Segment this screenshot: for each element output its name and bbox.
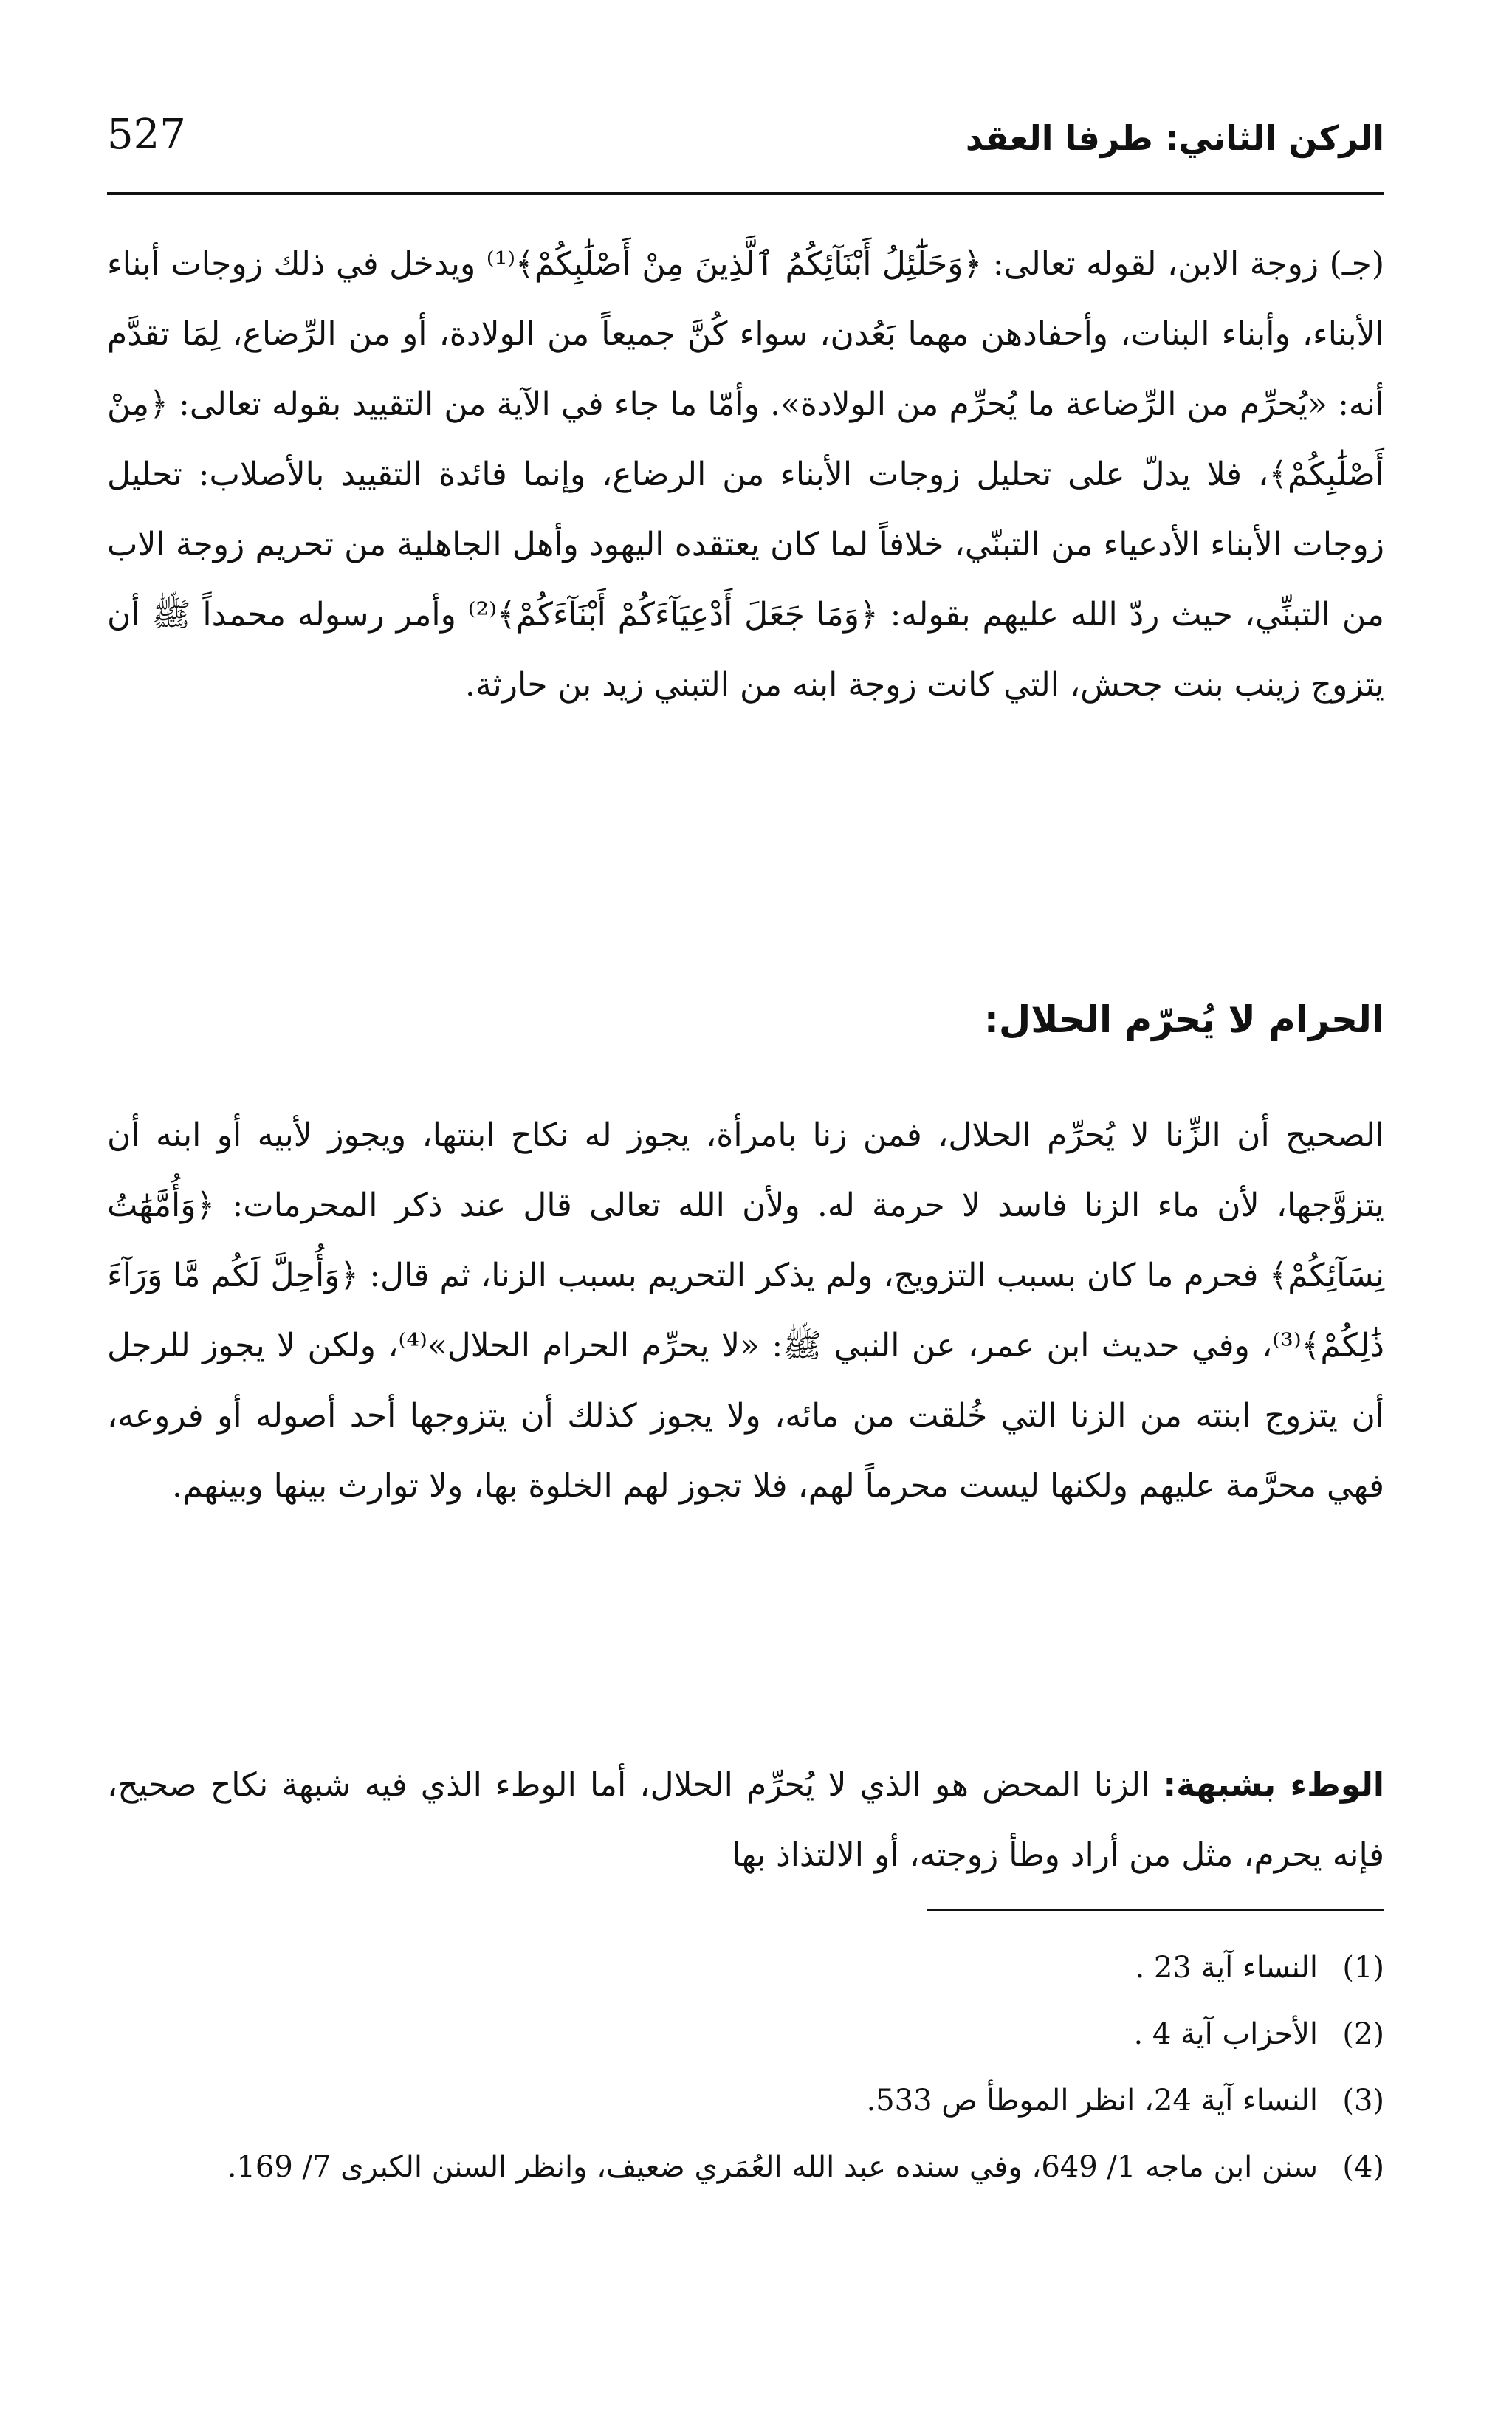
shubha-paragraph (107, 1750, 1384, 1890)
section-c-block (107, 229, 1384, 720)
footnote (107, 2001, 1384, 2067)
section-heading: الحرام لا يُحرّم الحلال: (983, 998, 1384, 1041)
footnotes (107, 1934, 1384, 2200)
footnote-text: سنن ابن ماجه 1/ 649، وفي سنده عبد الله العُمَري ضعيف، وانظر السنن الكبرى 7/ 169. (227, 2150, 1318, 2184)
footnote-number: (1) (1342, 1951, 1384, 1985)
footnote-text: النساء آية 24، انظر الموطأ ص 533. (866, 2084, 1318, 2118)
running-head: الركن الثاني: طرفا العقد (965, 118, 1384, 158)
footnote (107, 2134, 1384, 2200)
shubha-block (107, 1750, 1384, 1890)
footnote-number: (2) (1342, 2017, 1384, 2051)
footnote (107, 1934, 1384, 2001)
shubha-text: الزنا المحض هو الذي لا يُحرِّم الحلال، أما الوطء الذي فيه شبهة نكاح صحيح، فإنه يحرم، مثل من أراد وطأ زوجته، أو الالتذاذ بها (107, 1766, 1384, 1874)
haram-block (107, 1100, 1384, 1521)
page-header (107, 111, 1384, 195)
footnote-number: (4) (1342, 2150, 1384, 2184)
footnote (107, 2067, 1384, 2134)
footnote-divider (927, 1909, 1384, 1911)
shubha-lead: الوطء بشبهة: (1163, 1766, 1385, 1804)
page-number: 527 (107, 111, 186, 159)
footnote-text: الأحزاب آية 4 . (1133, 2017, 1318, 2051)
footnote-number: (3) (1342, 2084, 1384, 2118)
footnote-text: النساء آية 23 . (1135, 1951, 1318, 1985)
haram-paragraph: الصحيح أن الزِّنا لا يُحرِّم الحلال، فمن زنا بامرأة، يجوز له نكاح ابنتها، ويجوز لأبيه أو ابنه أن يتزوَّجها، لأن ماء الزنا فاسد لا حرمة له. ولأن الله تعالى قال عند ذكر المحرمات: ﴿وَأُمَّهَٰتُ نِسَآئِكُمْ﴾ فحرم ما كان بسبب التزويج، ولم يذكر التحريم بسبب الزنا، ثم قال: ﴿وَأُحِلَّ لَكُم مَّا وَرَآءَ ذَٰلِكُمْ﴾⁽³⁾، وفي حديث ابن عمر، عن النبي ﷺ: «لا يحرِّم الحرام الحلال»⁽⁴⁾، ولكن لا يجوز للرجل أن يتزوج ابنته من الزنا التي خُلقت من مائه، ولا يجوز كذلك أن يتزوجها أحد أصوله أو فروعه، فهي محرَّمة عليهم ولكنها ليست محرماً لهم، فلا تجوز لهم الخلوة بها، ولا توارث بينها وبينهم. (107, 1116, 1384, 1505)
section-c-paragraph: (جـ) زوجة الابن، لقوله تعالى: ﴿وَحَلَٰٓئِلُ أَبْنَآئِكُمُ ٱلَّذِينَ مِنْ أَصْلَٰبِكُمْ﴾⁽¹⁾ ويدخل في ذلك زوجات أبناء الأبناء، وأبناء البنات، وأحفادهن مهما بَعُدن، سواء كُنَّ جميعاً من الولادة، أو من الرِّضاع، لِمَا تقدَّم أنه: «يُحرِّم من الرِّضاعة ما يُحرِّم من الولادة». وأمّا ما جاء في الآية من التقييد بقوله تعالى: ﴿مِنْ أَصْلَٰبِكُمْ﴾، فلا يدلّ على تحليل زوجات الأبناء من الرضاع، وإنما فائدة التقييد بالأصلاب: تحليل زوجات الأبناء الأدعياء من التبنّي، خلافاً لما كان يعتقده اليهود وأهل الجاهلية من تحريم زوجة الاب من التبنِّي، حيث ردّ الله عليهم بقوله: ﴿وَمَا جَعَلَ أَدْعِيَآءَكُمْ أَبْنَآءَكُمْ﴾⁽²⁾ وأمر رسوله محمداً ﷺ أن يتزوج زينب بنت جحش، التي كانت زوجة ابنه من التبني زيد بن حارثة. (107, 245, 1384, 704)
